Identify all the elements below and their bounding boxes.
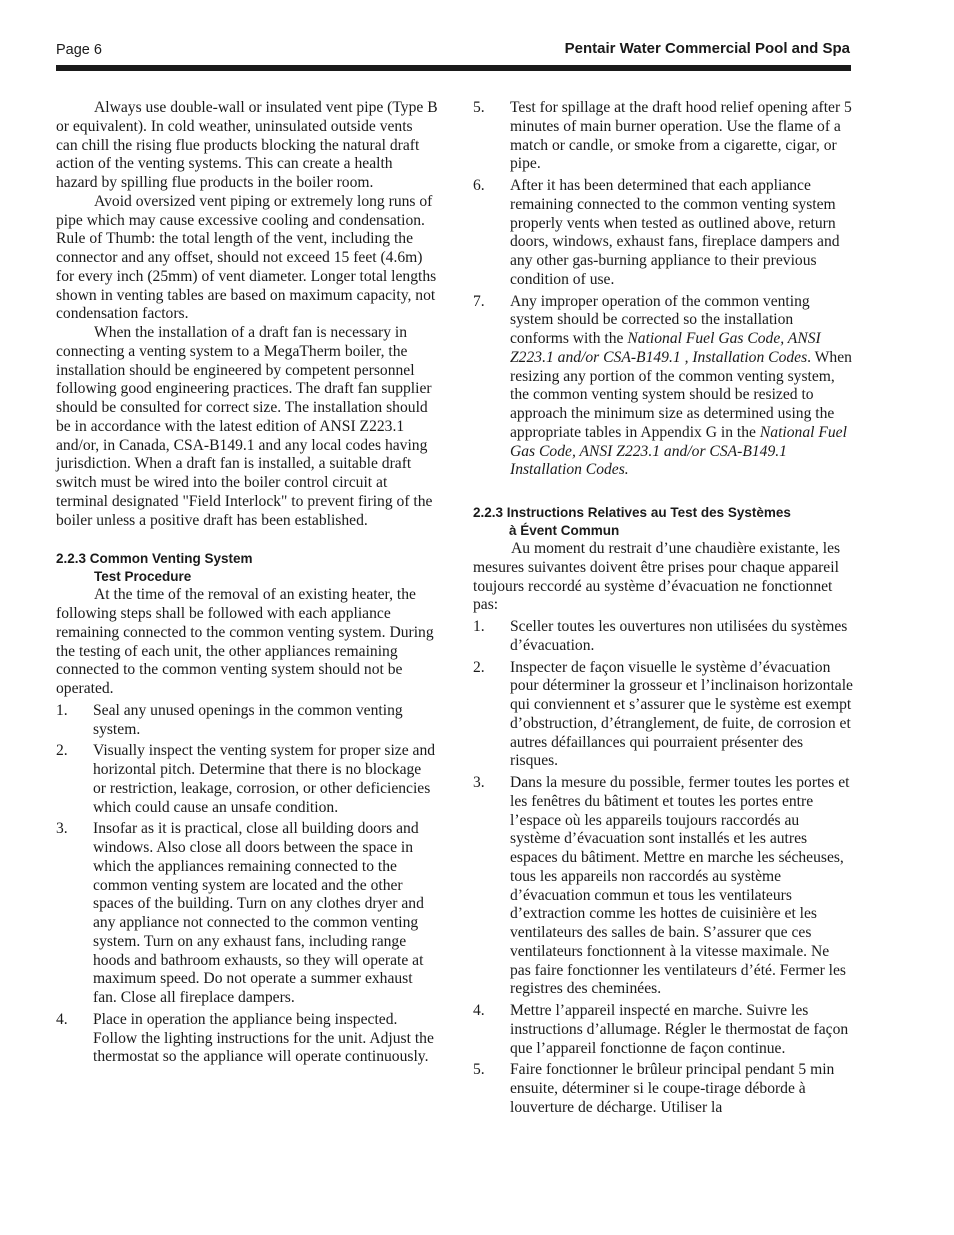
list-item bbox=[56, 702, 438, 740]
list-item bbox=[56, 1011, 438, 1067]
step-number: 2. bbox=[56, 742, 68, 760]
list-item bbox=[473, 99, 853, 174]
paragraph-vent-pipe: Always use double-wall or insulated vent pipe (Type B or equivalent). In cold weather, uninsulated outside vents can chill the rising flue products blocking the natural draft action of the venting systems. This can create a health hazard by spilling flue products in the boiler room. bbox=[56, 99, 438, 191]
list-item bbox=[473, 177, 853, 290]
test-steps-list-continued bbox=[473, 99, 853, 480]
list-item bbox=[473, 293, 853, 481]
step-number: 7. bbox=[473, 292, 485, 310]
paragraph-oversized-vent: Avoid oversized vent piping or extremely long runs of pipe which may cause excessive cooling and condensation. Rule of Thumb: the total length of the vent, including the connector and any offset, should not exceed 15 feet (4.6m) for every inch (25mm) of vent diameter. Longer total lengths shown in venting tables are based on maximum capacity, not condensation factors. bbox=[56, 192, 437, 323]
list-item bbox=[473, 618, 853, 656]
step-text: Seal any unused openings in the common venting system. bbox=[93, 701, 403, 738]
paragraph-test-intro: At the time of the removal of an existing heater, the following steps shall be followed with each appliance remaining connected to the common venting system. During the testing of each unit, the other appliances remaining connected to the common venting system should not be operated. bbox=[56, 586, 434, 697]
list-item bbox=[56, 820, 438, 1008]
list-item bbox=[473, 659, 853, 772]
step-number: 5. bbox=[473, 99, 485, 116]
left-column bbox=[56, 99, 438, 1067]
step-text: Place in operation the appliance being inspected. Follow the lighting instructions for the unit. Adjust the thermostat so the appliance will operate continuously. bbox=[93, 1010, 434, 1066]
step-number: 5. bbox=[473, 1061, 485, 1079]
heading-line-1: 2.2.3 Common Venting System bbox=[56, 551, 253, 567]
heading-line-2: à Évent Commun bbox=[509, 523, 620, 538]
step-text: Inspecter de façon visuelle le système d’évacuation pour déterminer la grosseur et l’inclinaison horizontale qui conviennent et s’assurer que le système est exempt d’obstruction, d’étranglement, de fuite, de corrosion et autres défaillances qui pourraient présenter des risques. bbox=[510, 658, 853, 770]
step-text-part: . When resizing any portion of the common venting system, the common venting system should be resized to approach the minimum size as determined using the appropriate tables in Appendix G in the bbox=[510, 348, 852, 441]
step-text: Faire fonctionner le brûleur principal pendant 5 min ensuite, déterminer si le coupe-tirage déborde à louverture de décharge. Utiliser la bbox=[510, 1061, 835, 1116]
paragraph-draft-fan: When the installation of a draft fan is necessary in connecting a venting system to a MegaTherm boiler, the installation should be engineered by competent personnel following good engineering practices. The draft fan supplier should be consulted for correct size. The installation should be in accordance with the latest edition of ANSI Z223.1 and/or, in Canada, CSA-B149.1 and any local codes having jurisdiction. When a draft fan is installed, a suitable draft switch must be wired into the boiler control circuit at terminal designated "Field Interlock" to prevent firing of the boiler unless a positive draft has been established. bbox=[56, 324, 433, 529]
step-number: 3. bbox=[56, 820, 68, 838]
code-reference: National Fuel Gas Code, ANSI Z223.1 and/or CSA-B149.1 , Installation Codes bbox=[510, 330, 821, 366]
list-item bbox=[473, 774, 853, 999]
step-text-part: Any improper operation of the common venting system should be corrected so the installation conforms with the bbox=[510, 292, 810, 347]
step-number: 1. bbox=[56, 701, 68, 719]
list-item bbox=[473, 1002, 853, 1058]
section-heading-common-venting bbox=[56, 550, 438, 586]
step-number: 2. bbox=[473, 658, 485, 676]
section-heading-french bbox=[473, 504, 853, 540]
test-steps-list bbox=[56, 702, 438, 1067]
header-rule bbox=[56, 65, 851, 71]
heading-line-2: Test Procedure bbox=[94, 569, 192, 585]
step-text: Visually inspect the venting system for proper size and horizontal pitch. Determine that there is no blockage or restriction, leakage, corrosion, or other deficiencies which could cause an unsafe condition. bbox=[93, 742, 436, 816]
step-text: Test for spillage at the draft hood relief opening after 5 minutes of main burner operation. Use the flame of a match or candle, or smoke from a cigarette, cigar, or pipe. bbox=[510, 99, 852, 173]
step-text: Sceller toutes les ouvertures non utilisées du systèmes d’évacuation. bbox=[510, 618, 848, 654]
page-number: Page 6 bbox=[56, 42, 102, 58]
step-text bbox=[510, 293, 852, 479]
heading-line-1: 2.2.3 Instructions Relatives au Test des Systèmes bbox=[473, 505, 791, 520]
code-reference: National Fuel Gas Code, ANSI Z223.1 and/or CSA-B149.1 Installation Codes. bbox=[510, 423, 847, 479]
header-company-name: Pentair Water Commercial Pool and Spa bbox=[564, 40, 850, 57]
french-steps-list bbox=[473, 618, 853, 1118]
step-number: 3. bbox=[473, 774, 485, 791]
step-number: 6. bbox=[473, 177, 485, 194]
step-number: 4. bbox=[56, 1010, 68, 1028]
step-number: 1. bbox=[473, 618, 485, 635]
paragraph-french-intro: Au moment du restrait d’une chaudière existante, les mesures suivantes doivent être prises pour chaque appareil toujours reccordé au système d’évacuation ne fonctionnet pas: bbox=[473, 540, 841, 614]
step-text: After it has been determined that each appliance remaining connected to the common venting system properly vents when tested as outlined above, return doors, windows, exhaust fans, fireplace dampers and any other gas-burning appliance to their previous condition of use. bbox=[510, 177, 840, 288]
right-column bbox=[473, 99, 853, 1118]
step-text: Mettre l’appareil inspecté en marche. Suivre les instructions d’allumage. Régler le thermostat de façon que l’appareil fonctionne de façon continue. bbox=[510, 1002, 849, 1057]
step-text: Insofar as it is practical, close all building doors and windows. Also close all doors between the space in which the appliances remaining connected to the common venting system are located and the other spaces of the building. Turn on any clothes dryer and any appliance not connected to the common venting system. Turn on any exhaust fans, including range hoods and bathroom exhausts, so they will operate at maximum speed. Do not operate a summer exhaust fan. Close all fireplace dampers. bbox=[93, 820, 424, 1006]
step-text: Dans la mesure du possible, fermer toutes les portes et les fenêtres du bâtiment et toutes les portes entre l’espace où les appareils toujours raccordés au système d’évacuation sont installés et les autres espaces du bâtiment. Mettre en marche les sécheuses, tous les appareils non raccordés au système d’évacuation commun et tous les ventilateurs d’extraction comme les hottes de cuisinière et les ventilateurs des salles de bain. S’assurer que ces ventilateurs fonctionnent à la vitesse maximale. Ne pas faire fonctionner les ventilateurs d’été. Fermer les registres des cheminées. bbox=[510, 774, 850, 998]
list-item bbox=[56, 742, 438, 817]
step-number: 4. bbox=[473, 1002, 485, 1019]
list-item bbox=[473, 1061, 853, 1117]
